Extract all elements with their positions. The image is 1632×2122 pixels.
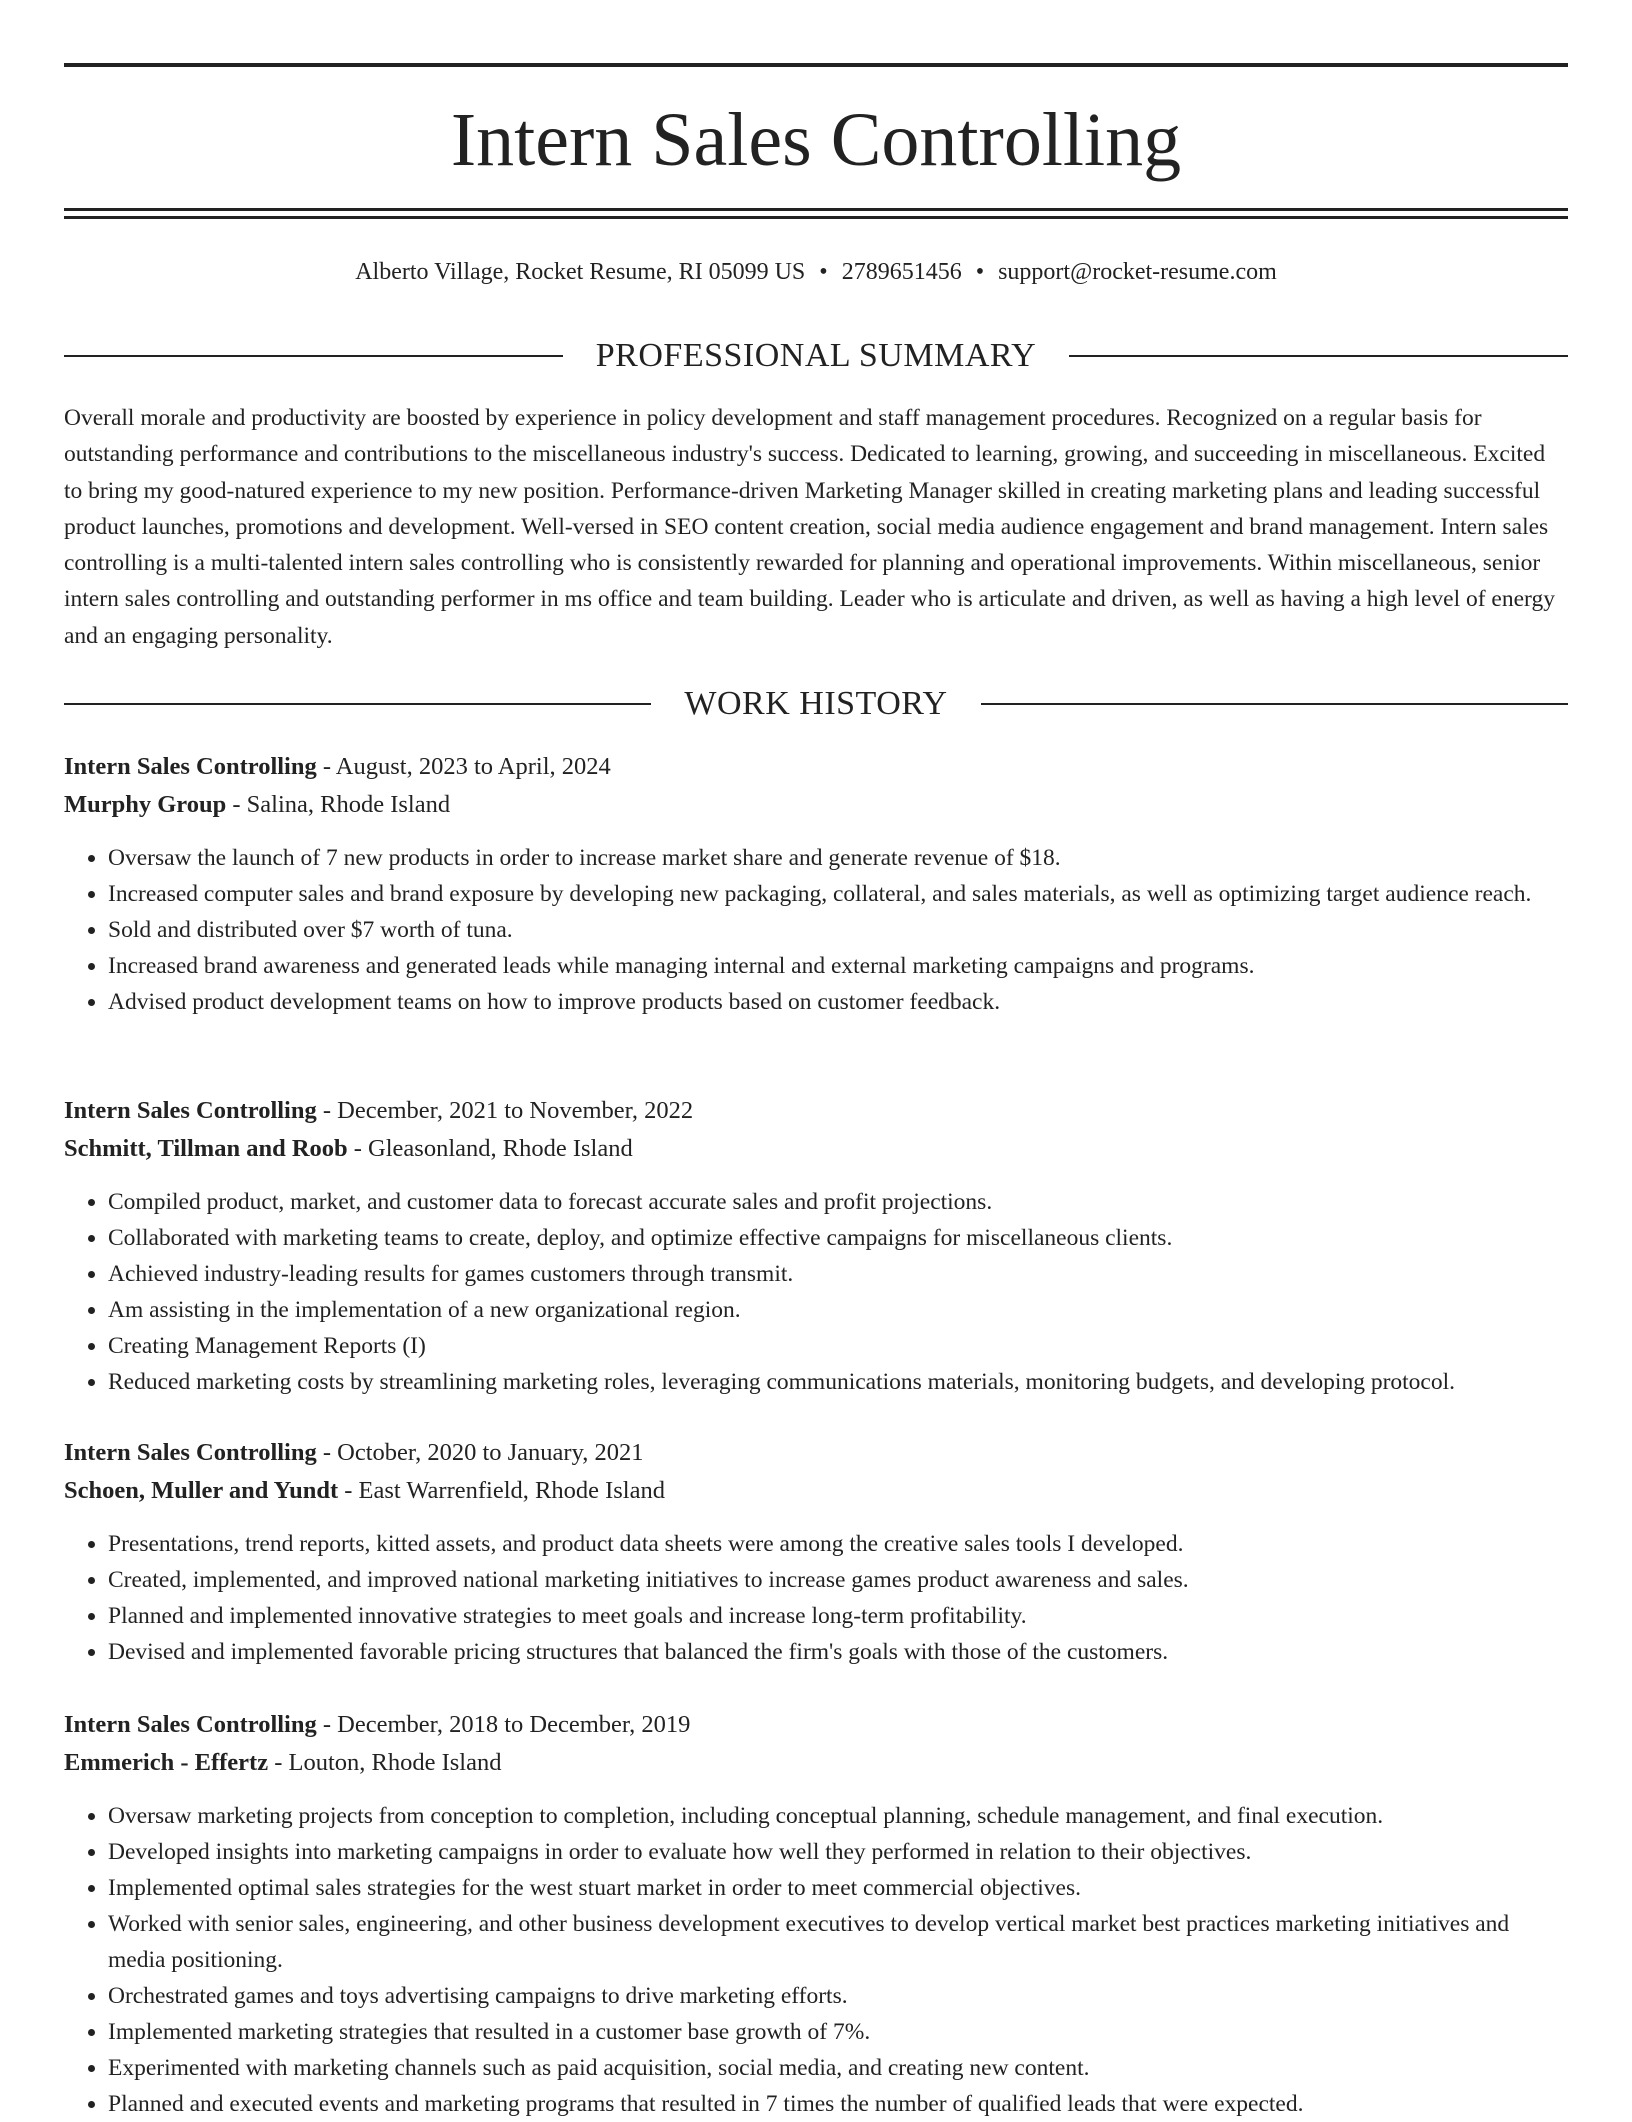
- job-bullet: • Creating Management Reports (I): [108, 1328, 1568, 1364]
- job-company-line: [64, 1130, 1568, 1168]
- job-bullet: • Developed insights into marketing campaigns in order to evaluate how well they performed in relation to their objectives.: [108, 1834, 1568, 1870]
- job-company-line: [64, 1744, 1568, 1782]
- heading-rule-right: [1069, 355, 1568, 357]
- job-title: Intern Sales Controlling: [64, 1097, 317, 1124]
- header-top-rule: [64, 63, 1568, 67]
- job-location: - Salina, Rhode Island: [226, 791, 451, 818]
- summary-text: Overall morale and productivity are boosted by experience in policy development and staff management procedures. Recognized on a regular basis for outstanding performance and contributions to the miscellaneous industry's success. Dedicated to learning, growing, and succeeding in miscellaneous. Excited to bring my good-natured experience to my new position. Performance-driven Marketing Manager skilled in creating marketing plans and leading successful product launches, promotions and development. Well-versed in SEO content creation, social media audience engagement and brand management. Intern sales controlling is a multi-talented intern sales controlling who is consistently rewarded for planning and operational improvements. Within miscellaneous, senior intern sales controlling and outstanding performer in ms office and team building. Leader who is articulate and driven, as well as having a high level of energy and an engaging personality.: [64, 405, 1555, 649]
- contact-line: [64, 252, 1568, 292]
- job-bullet: • Planned and executed events and marketing programs that resulted in 7 times the number of qualified leads that were expected.: [108, 2086, 1568, 2122]
- work-history-section-heading: [64, 682, 1568, 726]
- job-title-line: [64, 1706, 1568, 1744]
- contact-separator: •: [975, 259, 985, 285]
- job-bullet: • Compiled product, market, and customer data to forecast accurate sales and profit projections.: [108, 1184, 1568, 1220]
- summary-heading-label: PROFESSIONAL SUMMARY: [595, 337, 1037, 374]
- job-bullet: • Worked with senior sales, engineering, and other business development executives to develop vertical market best practices marketing initiatives and media positioning.: [108, 1906, 1568, 1978]
- job-bullet: • Advised product development teams on how to improve products based on customer feedback.: [108, 984, 1568, 1020]
- heading-rule-right: [981, 703, 1568, 705]
- job-bullet: • Oversaw the launch of 7 new products in order to increase market share and generate revenue of $18.: [108, 840, 1568, 876]
- job-bullet: • Implemented marketing strategies that resulted in a customer base growth of 7%.: [108, 2014, 1568, 2050]
- job-dates: - December, 2021 to November, 2022: [316, 1097, 694, 1124]
- header-divider-rule: [64, 208, 1568, 211]
- job-bullet: • Orchestrated games and toys advertising campaigns to drive marketing efforts.: [108, 1978, 1568, 2014]
- job-entry: [64, 1706, 1568, 2122]
- job-company: Murphy Group: [64, 791, 227, 818]
- job-bullet-list: [64, 840, 1568, 1020]
- job-bullet: • Planned and implemented innovative strategies to meet goals and increase long-term profitability.: [108, 1598, 1568, 1634]
- job-company-line: [64, 786, 1568, 824]
- contact-separator: •: [819, 259, 828, 285]
- contact-address: Alberto Village, Rocket Resume, RI 05099 US: [355, 259, 806, 285]
- job-title: Intern Sales Controlling: [64, 1711, 317, 1738]
- contact-phone: 2789651456: [841, 259, 962, 285]
- job-location: - Louton, Rhode Island: [268, 1749, 502, 1776]
- job-company: Schoen, Muller and Yundt: [64, 1477, 339, 1504]
- job-bullet-list: [64, 1184, 1568, 1400]
- contact-email: support@rocket-resume.com: [998, 259, 1277, 285]
- header-divider-rule-second: [64, 216, 1568, 219]
- job-location: - East Warrenfield, Rhode Island: [338, 1477, 665, 1504]
- job-bullet: • Experimented with marketing channels such as paid acquisition, social media, and creating new content.: [108, 2050, 1568, 2086]
- job-bullet: • Am assisting in the implementation of a new organizational region.: [108, 1292, 1568, 1328]
- job-bullet: • Achieved industry-leading results for games customers through transmit.: [108, 1256, 1568, 1292]
- job-bullet: • Presentations, trend reports, kitted assets, and product data sheets were among the creative sales tools I developed.: [108, 1526, 1568, 1562]
- job-entry: [64, 1434, 1568, 1670]
- job-bullet: • Increased computer sales and brand exposure by developing new packaging, collateral, and sales materials, as well as optimizing target audience reach.: [108, 876, 1568, 912]
- resume-title: Intern Sales Controlling: [450, 98, 1182, 182]
- job-title: Intern Sales Controlling: [64, 1439, 317, 1466]
- job-dates: - October, 2020 to January, 2021: [316, 1439, 644, 1466]
- job-bullet: • Collaborated with marketing teams to create, deploy, and optimize effective campaigns for miscellaneous clients.: [108, 1220, 1568, 1256]
- job-bullet: • Reduced marketing costs by streamlining marketing roles, leveraging communications materials, monitoring budgets, and developing protocol.: [108, 1364, 1568, 1400]
- job-entry: [64, 1092, 1568, 1400]
- job-entry: [64, 748, 1568, 1020]
- heading-rule-left: [64, 355, 563, 357]
- job-bullet: • Oversaw marketing projects from conception to completion, including conceptual planning, schedule management, and final execution.: [108, 1798, 1568, 1834]
- job-title: Intern Sales Controlling: [64, 753, 317, 780]
- job-bullet: • Created, implemented, and improved national marketing initiatives to increase games product awareness and sales.: [108, 1562, 1568, 1598]
- work-history-heading-label: WORK HISTORY: [684, 685, 948, 722]
- job-bullet-list: [64, 1798, 1568, 2122]
- job-bullet: • Increased brand awareness and generated leads while managing internal and external marketing campaigns and programs.: [108, 948, 1568, 984]
- job-bullet: • Implemented optimal sales strategies for the west stuart market in order to meet commercial objectives.: [108, 1870, 1568, 1906]
- job-bullet: • Sold and distributed over $7 worth of tuna.: [108, 912, 1568, 948]
- job-company-line: [64, 1472, 1568, 1510]
- job-bullet: • Devised and implemented favorable pricing structures that balanced the firm's goals with those of the customers.: [108, 1634, 1568, 1670]
- heading-rule-left: [64, 703, 651, 705]
- job-company: Emmerich - Effertz: [64, 1749, 269, 1776]
- summary-section-heading: [64, 334, 1568, 378]
- job-dates: - December, 2018 to December, 2019: [316, 1711, 691, 1738]
- job-bullet-list: [64, 1526, 1568, 1670]
- job-title-line: [64, 748, 1568, 786]
- job-company: Schmitt, Tillman and Roob: [64, 1135, 348, 1162]
- job-location: - Gleasonland, Rhode Island: [347, 1135, 633, 1162]
- job-dates: - August, 2023 to April, 2024: [316, 753, 611, 780]
- job-title-line: [64, 1434, 1568, 1472]
- job-title-line: [64, 1092, 1568, 1130]
